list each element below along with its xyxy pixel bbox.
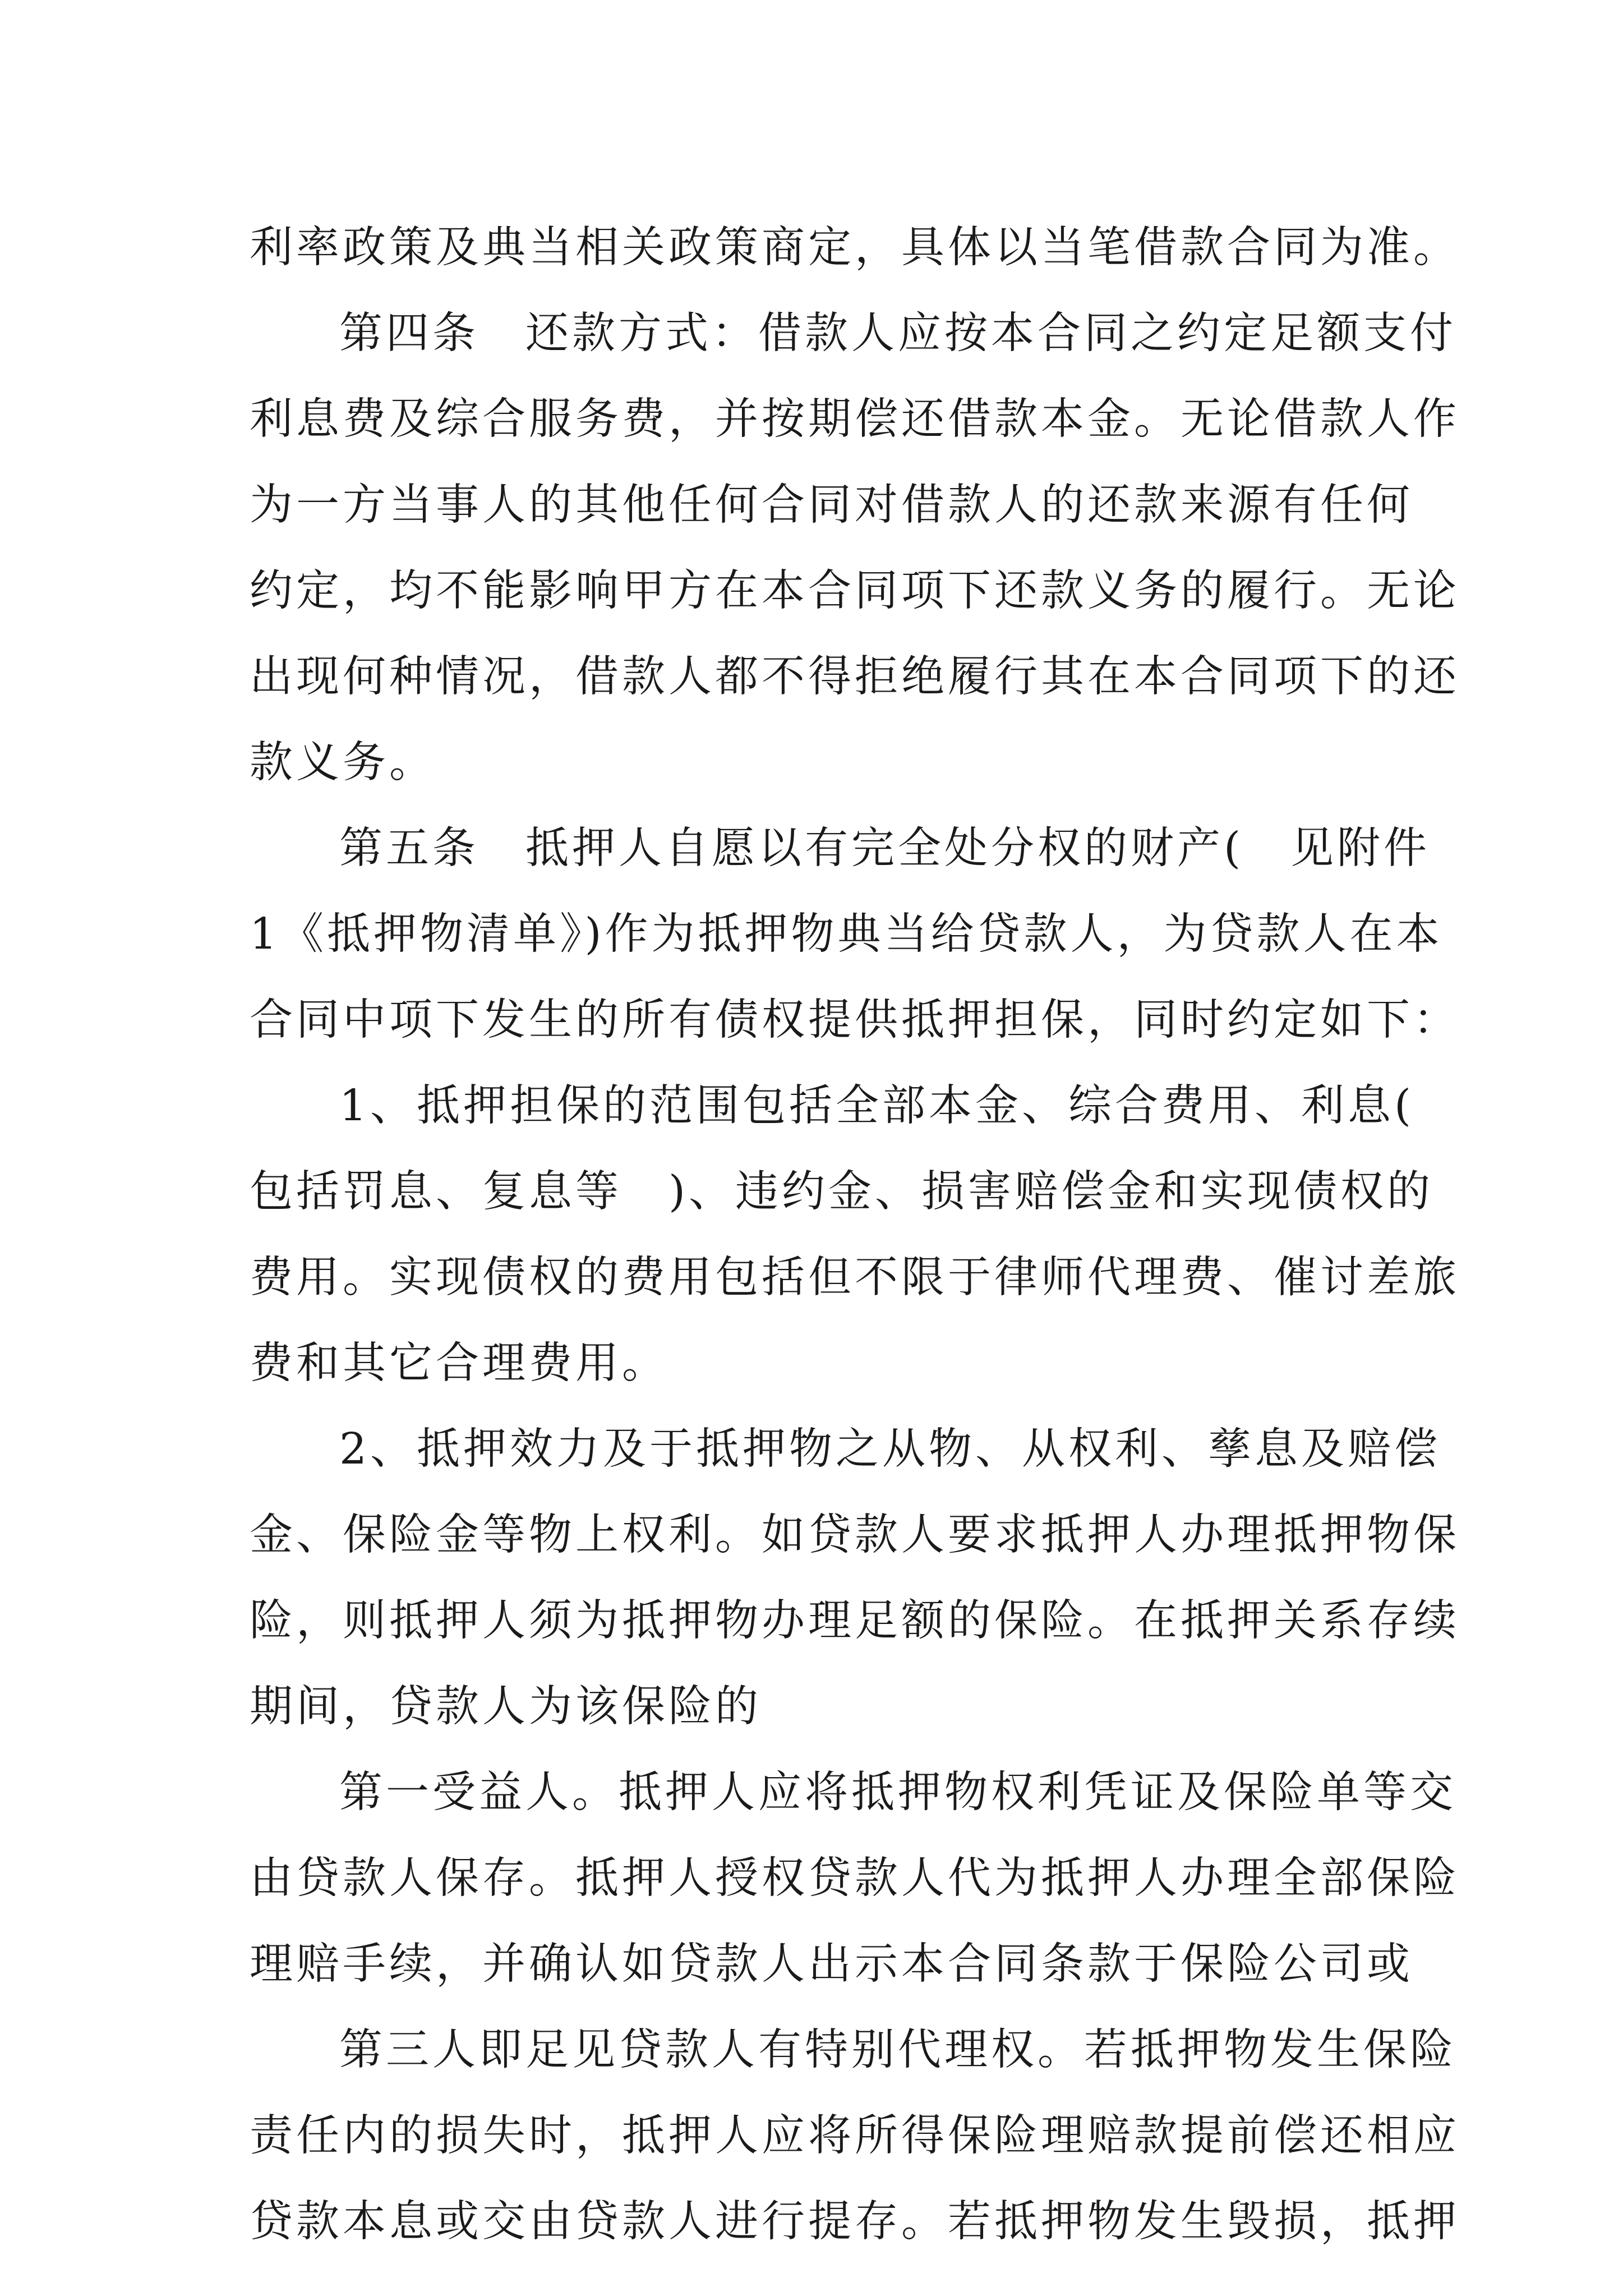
document-line: 由贷款人保存。抵押人授权贷款人代为抵押人办理全部保险 — [250, 1853, 1460, 1903]
document-line: 第一受益人。抵押人应将抵押物权利凭证及保险单等交 — [339, 1768, 1456, 1818]
document-line: 期间，贷款人为该保险的 — [250, 1682, 762, 1732]
document-line: 第四条 还款方式：借款人应按本合同之约定足额支付 — [339, 309, 1456, 358]
document-line: 第三人即足见贷款人有特别代理权。若抵押物发生保险 — [339, 2025, 1456, 2075]
document-line: 费用。实现债权的费用包括但不限于律师代理费、催讨差旅 — [250, 1253, 1460, 1303]
document-line: 约定，均不能影响甲方在本合同项下还款义务的履行。无论 — [250, 566, 1460, 616]
document-line: 2、抵押效力及于抵押物之从物、从权利、孳息及赔偿 — [339, 1424, 1441, 1474]
document-line: 利率政策及典当相关政策商定，具体以当笔借款合同为准。 — [250, 223, 1460, 273]
document-line: 利息费及综合服务费，并按期偿还借款本金。无论借款人作 — [250, 394, 1460, 444]
document-line: 1《抵押物清单》)作为抵押物典当给贷款人，为贷款人在本 — [250, 909, 1443, 959]
document-line: 金、保险金等物上权利。如贷款人要求抵押人办理抵押物保 — [250, 1510, 1460, 1560]
document-line: 第五条 抵押人自愿以有完全处分权的财产( 见附件 — [339, 823, 1431, 873]
document-line: 款义务。 — [250, 738, 436, 788]
document-line: 出现何种情况，借款人都不得拒绝履行其在本合同项下的还 — [250, 652, 1460, 702]
document-line: 费和其它合理费用。 — [250, 1338, 668, 1388]
document-body — [250, 205, 1460, 2265]
document-line: 为一方当事人的其他任何合同对借款人的还款来源有任何 — [250, 480, 1413, 530]
document-line: 贷款本息或交由贷款人进行提存。若抵押物发生毁损，抵押 — [250, 2197, 1460, 2247]
document-line: 包括罚息、复息等 )、违约金、损害赔偿金和实现债权的 — [250, 1167, 1434, 1217]
document-line: 1、抵押担保的范围包括全部本金、综合费用、利息( — [339, 1081, 1415, 1131]
document-line: 理赔手续，并确认如贷款人出示本合同条款于保险公司或 — [250, 1939, 1413, 1989]
document-line: 责任内的损失时，抵押人应将所得保险理赔款提前偿还相应 — [250, 2111, 1460, 2161]
document-line: 险，则抵押人须为抵押物办理足额的保险。在抵押关系存续 — [250, 1596, 1460, 1646]
document-line: 合同中项下发生的所有债权提供抵押担保，同时约定如下： — [250, 995, 1460, 1045]
